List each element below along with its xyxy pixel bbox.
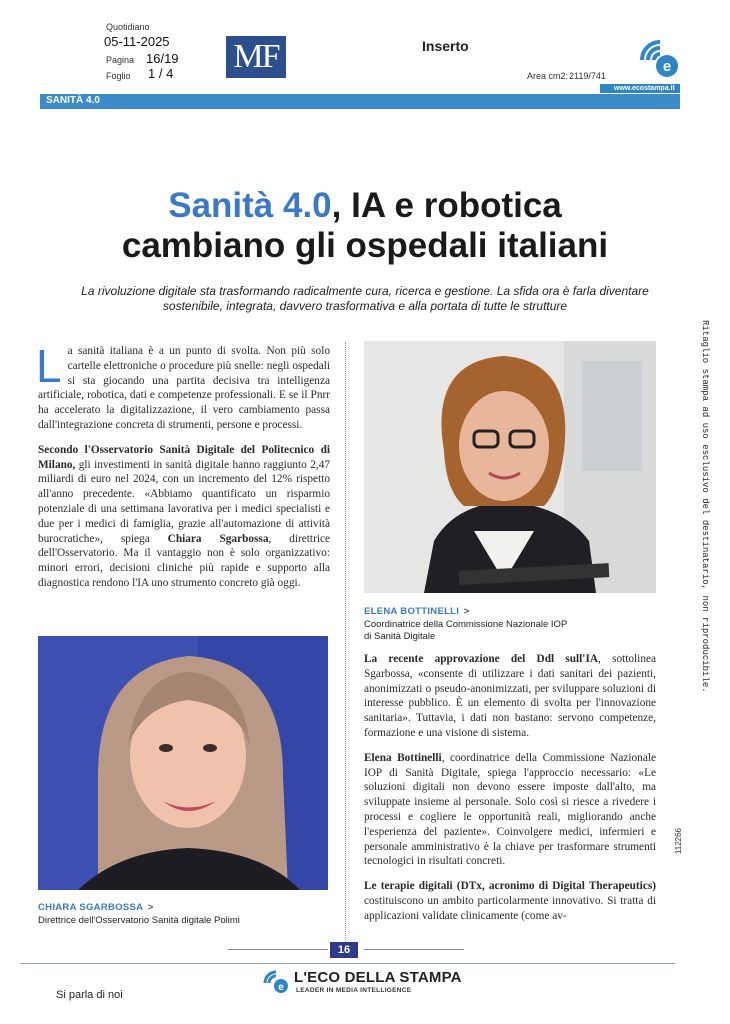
- caption-chiara-name: CHIARA SGARBOSSA: [38, 902, 144, 913]
- paragraph-5: [364, 879, 656, 923]
- insert-label: Inserto: [422, 38, 469, 54]
- dropcap: L: [36, 340, 62, 392]
- paragraph-intro: [36, 340, 330, 433]
- caption-chiara-arrow: >: [147, 902, 154, 913]
- paragraph-3: [364, 652, 656, 741]
- headline-line1-rest: , IA e robotica: [331, 186, 562, 225]
- right-column: [364, 652, 656, 924]
- page-number-rule-right: [364, 949, 464, 950]
- caption-elena-arrow: >: [463, 606, 470, 617]
- paragraph-2-lead: Secondo l'Osservatorio Sanità Digitale del Politecnico di Milano,: [38, 443, 330, 471]
- photo-elena-bottinelli: [364, 341, 656, 593]
- footer-tagline: LEADER IN MEDIA INTELLIGENCE: [296, 987, 412, 994]
- area-label: Area cm2:: [527, 71, 569, 81]
- section-bar: [40, 94, 680, 109]
- paragraph-3-text: , sottolinea Sgarbossa, «consente di utilizzare i dati sanitari dei pazienti, anonimizzati o pseudo-anonimizzati, per sviluppare soluzioni di interesse pubblico. È un elemento di svolta per l'innovazione sanitaria». Tuttavia, i dati non bastano: servono competenze, formazione e una visione di sistema.: [364, 653, 656, 739]
- caption-chiara-role: Direttrice dell'Osservatorio Sanità digitale Polimi: [38, 915, 240, 926]
- section-label: SANITÀ 4.0: [46, 95, 100, 106]
- caption-elena-name: ELENA BOTTINELLI: [364, 606, 460, 617]
- subtitle-line2: sostenibile, integrata, davvero trasformativa e alla portata di tutte le strutture: [162, 299, 568, 313]
- footer-brand: L'ECO DELLA STAMPA: [294, 969, 462, 986]
- footer-divider: [20, 963, 675, 964]
- publication-date: 05-11-2025: [104, 34, 170, 49]
- clipping-code: 112266: [674, 828, 683, 855]
- column-divider: [345, 342, 346, 942]
- svg-text:e: e: [278, 982, 284, 993]
- page-value: 16/19: [146, 51, 179, 66]
- caption-elena-role-1: Coordinatrice della Commissione Nazionale IOP: [364, 619, 568, 630]
- paragraph-5-text: costituiscono un ambito particolarmente innovativo. Si tratta di applicazioni validate clinicamente (come av-: [364, 894, 656, 922]
- headline-line2: cambiano gli ospedali italiani: [121, 226, 609, 265]
- left-column: [36, 340, 330, 591]
- eco-stampa-footer-icon: [262, 967, 290, 995]
- sheet-label: Foglio: [106, 71, 131, 81]
- svg-text:e: e: [662, 58, 672, 75]
- paragraph-2-text: gli investimenti in sanità digitale hanno raggiunto 2,47 miliardi di euro nel 2024, con un incremento del 12% rispetto all'anno precedente. «Abbiamo quantificato un risparmio potenziale di una settimana lavorativa per i medici specialisti e due per i medici di famiglia, grazie all'automazione di attività burocratiche», spiega: [38, 458, 330, 545]
- caption-elena: [364, 601, 567, 643]
- headline-highlight: Sanità 4.0: [168, 186, 332, 225]
- area-value: 2119/741: [569, 71, 606, 81]
- paragraph-2-text-end: , direttrice dell'Osservatorio. Ma il vantaggio non è solo organizzativo: minori errori, decisioni cliniche più rapide e supporto alla diagnostica rendono l'IA uno strumento concreto già oggi.: [38, 532, 330, 589]
- publication-type-label: Quotidiano: [106, 22, 150, 32]
- paragraph-3-lead: La recente approvazione del Ddl sull'IA: [364, 653, 599, 665]
- paragraph-5-lead: Le terapie digitali (DTx, acronimo di Digital Therapeutics): [364, 880, 656, 893]
- paragraph-2: [38, 443, 330, 591]
- website-link[interactable]: www.ecostampa.it: [614, 85, 675, 92]
- paragraph-1-text: a sanità italiana è a un punto di svolta. Non più solo cartelle elettroniche o procedure più snelle: negli ospedali si sta giocando una partita decisiva tra intelligenza artificiale, robotica, dati e competenze professionali. E se il Pnrr ha accelerato la digitalizzazione, il vero cambiamento passa dall'integrazione concreta di strumenti, persone e processi.: [38, 345, 330, 431]
- article-subtitle: [30, 284, 700, 314]
- reproduction-notice: Ritaglio stampa ad uso esclusivo del destinatario, non riproducibile.: [700, 320, 710, 693]
- sheet-value: 1 / 4: [148, 66, 174, 81]
- paragraph-4: [364, 751, 656, 869]
- paragraph-4-lead: Elena Bottinelli: [364, 751, 442, 764]
- article-headline: [20, 186, 710, 266]
- page-number-rule-left: [228, 949, 328, 950]
- subtitle-line1: La rivoluzione digitale sta trasformando radicalmente cura, ricerca e gestione. La sfida ora è farla diventare: [81, 284, 649, 298]
- paragraph-4-text: , coordinatrice della Commissione Nazionale IOP di Sanità Digitale, spiega l'approccio necessario: «Le soluzioni digitali non devono essere imposte dall'alto, ma sviluppate insieme al personale. Solo così si riesce a rivedere i processi e cogliere le opportunità reali, migliorando anche l'esperienza del paziente». Coinvolgere medici, infermieri e personale amministrativo è la chiave per trasformare strumenti tecnologici in risultati concreti.: [364, 751, 656, 868]
- photo-chiara-sgarbossa: [38, 636, 328, 890]
- caption-chiara: [38, 897, 240, 927]
- footer-bottom-left: Si parla di noi: [56, 989, 123, 1001]
- masthead-logo: MF: [226, 36, 286, 78]
- caption-elena-role-2: di Sanità Digitale: [364, 631, 436, 642]
- eco-stampa-logo-icon: [636, 34, 682, 80]
- paragraph-2-name: Chiara Sgarbossa: [167, 532, 269, 545]
- page-number: 16: [330, 942, 358, 958]
- page-label: Pagina: [106, 55, 135, 65]
